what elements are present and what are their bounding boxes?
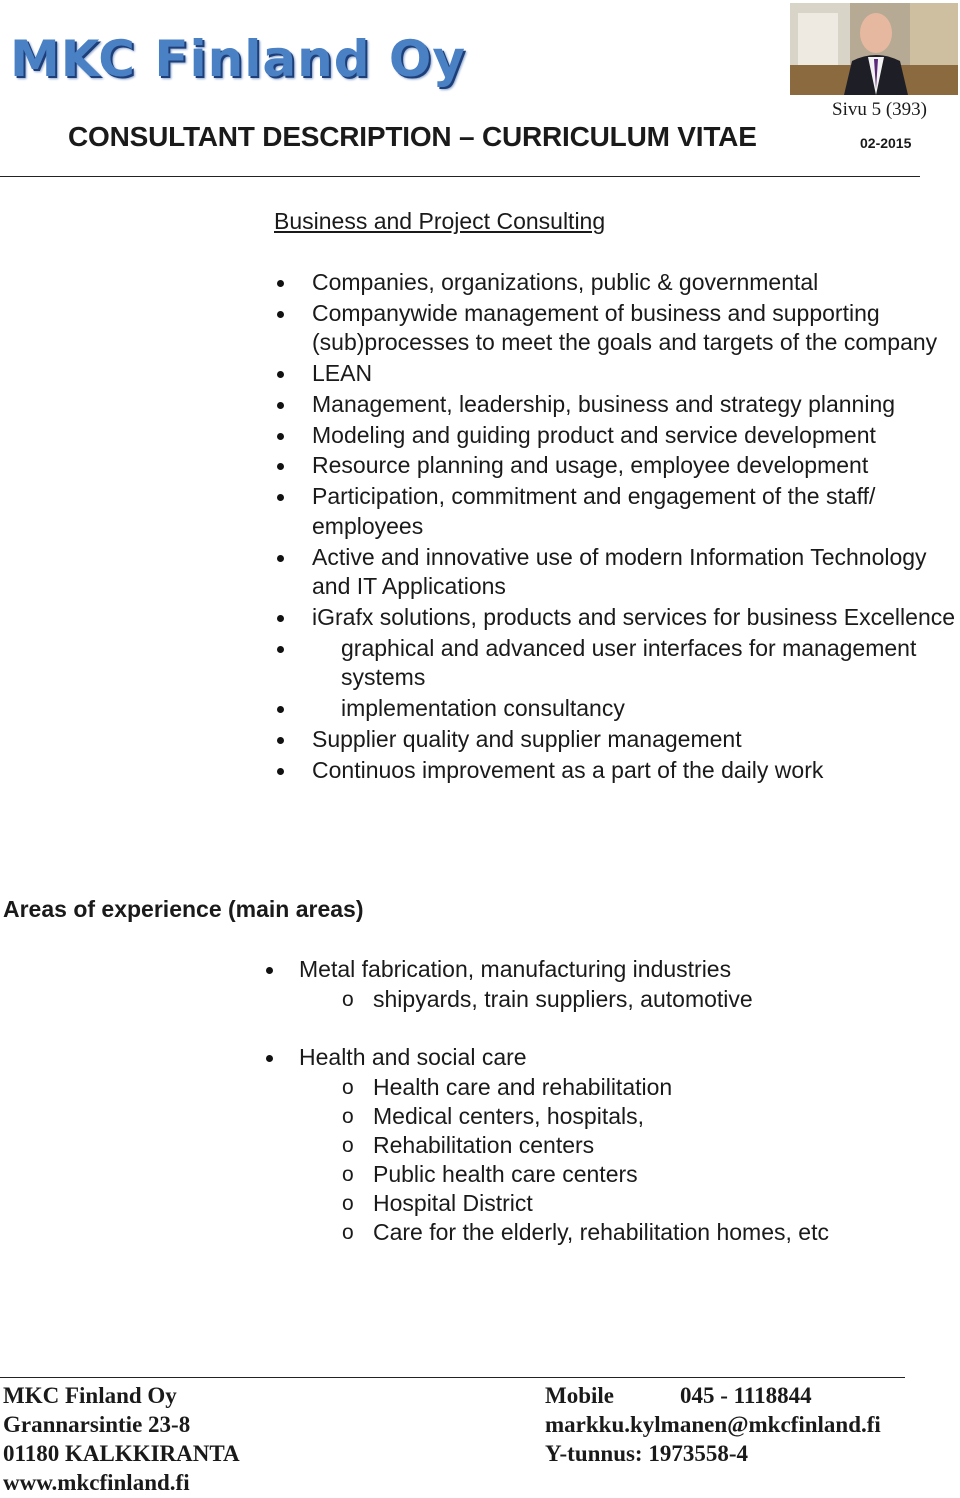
bullet-icon xyxy=(277,433,284,440)
list-item: Active and innovative use of modern Information Technology and IT Applications xyxy=(312,543,960,602)
list-item: LEAN xyxy=(312,359,960,389)
consulting-list xyxy=(312,268,960,786)
list-item: Supplier quality and supplier management xyxy=(312,725,960,755)
bullet-icon xyxy=(266,1055,273,1062)
company-logo: MKC Finland Oy xyxy=(10,30,467,88)
list-item: Modeling and guiding product and service development xyxy=(312,421,960,451)
list-item: Participation, commitment and engagement of the staff/ employees xyxy=(312,482,960,541)
bullet-icon xyxy=(277,402,284,409)
area-sub-item: o Public health care centers xyxy=(342,1160,638,1187)
area-sub-item: o Rehabilitation centers xyxy=(342,1131,595,1158)
areas-title: Areas of experience (main areas) xyxy=(3,896,364,922)
section-title: Business and Project Consulting xyxy=(274,208,606,234)
area-group-label: Health and social care xyxy=(299,1043,959,1073)
area-group-label: Metal fabrication, manufacturing industries xyxy=(299,955,959,985)
sub-list-item: graphical and advanced user interfaces for management systems xyxy=(312,634,960,693)
footer-website-link[interactable]: www.mkcfinland.fi xyxy=(3,1470,190,1495)
consultant-photo xyxy=(790,3,958,95)
footer-company: MKC Finland Oy xyxy=(3,1383,177,1408)
area-sub-item: o Medical centers, hospitals, xyxy=(342,1102,645,1129)
list-item: Companywide management of business and supporting (sub)processes to meet the goals and targets of the company xyxy=(312,299,960,358)
bullet-icon xyxy=(277,737,284,744)
circle-bullet-icon: o xyxy=(342,1104,354,1128)
footer-mobile-number: 045 - 1118844 xyxy=(680,1383,812,1408)
bullet-icon xyxy=(277,615,284,622)
area-sub-item: o Health care and rehabilitation xyxy=(342,1073,673,1100)
area-sublist xyxy=(299,1073,959,1247)
footer-business-id: Y-tunnus: 1973558-4 xyxy=(545,1441,749,1466)
circle-bullet-icon: o xyxy=(342,1162,354,1186)
footer-divider xyxy=(0,1377,905,1378)
area-sub-item: o Care for the elderly, rehabilitation homes, etc xyxy=(342,1218,829,1245)
area-sub-item: o Hospital District xyxy=(342,1189,533,1216)
list-item: iGrafx solutions, products and services for business Excellence xyxy=(312,603,960,633)
bullet-icon xyxy=(277,311,284,318)
list-item: Continuos improvement as a part of the daily work xyxy=(312,756,960,786)
bullet-icon xyxy=(277,555,284,562)
footer-postal: 01180 KALKKIRANTA xyxy=(3,1441,240,1466)
bullet-icon xyxy=(277,371,284,378)
bullet-icon xyxy=(277,280,284,287)
page-number: Sivu 5 (393) xyxy=(832,99,927,120)
bullet-icon xyxy=(266,967,273,974)
footer-street: Grannarsintie 23-8 xyxy=(3,1412,191,1437)
circle-bullet-icon: o xyxy=(342,1191,354,1215)
bullet-icon xyxy=(277,706,284,713)
portrait-image xyxy=(790,3,958,95)
bullet-icon xyxy=(277,768,284,775)
document-title: CONSULTANT DESCRIPTION – CURRICULUM VITAE xyxy=(68,121,757,152)
list-item: Resource planning and usage, employee development xyxy=(312,451,960,481)
document-date: 02-2015 xyxy=(860,135,912,151)
bullet-icon xyxy=(277,494,284,501)
header-divider xyxy=(0,176,920,177)
bullet-icon xyxy=(277,646,284,653)
area-group xyxy=(299,955,959,1014)
circle-bullet-icon: o xyxy=(342,987,354,1011)
circle-bullet-icon: o xyxy=(342,1075,354,1099)
list-item: Management, leadership, business and strategy planning xyxy=(312,390,960,420)
footer-email-link[interactable]: markku.kylmanen@mkcfinland.fi xyxy=(545,1412,881,1437)
sub-list-item: implementation consultancy xyxy=(312,694,960,724)
footer-mobile-label: Mobile xyxy=(545,1383,614,1408)
area-group xyxy=(299,1043,959,1247)
area-sublist xyxy=(299,985,959,1014)
area-sub-item: o shipyards, train suppliers, automotive xyxy=(342,985,753,1012)
bullet-icon xyxy=(277,463,284,470)
circle-bullet-icon: o xyxy=(342,1133,354,1157)
circle-bullet-icon: o xyxy=(342,1220,354,1244)
list-item: Companies, organizations, public & governmental xyxy=(312,268,960,298)
